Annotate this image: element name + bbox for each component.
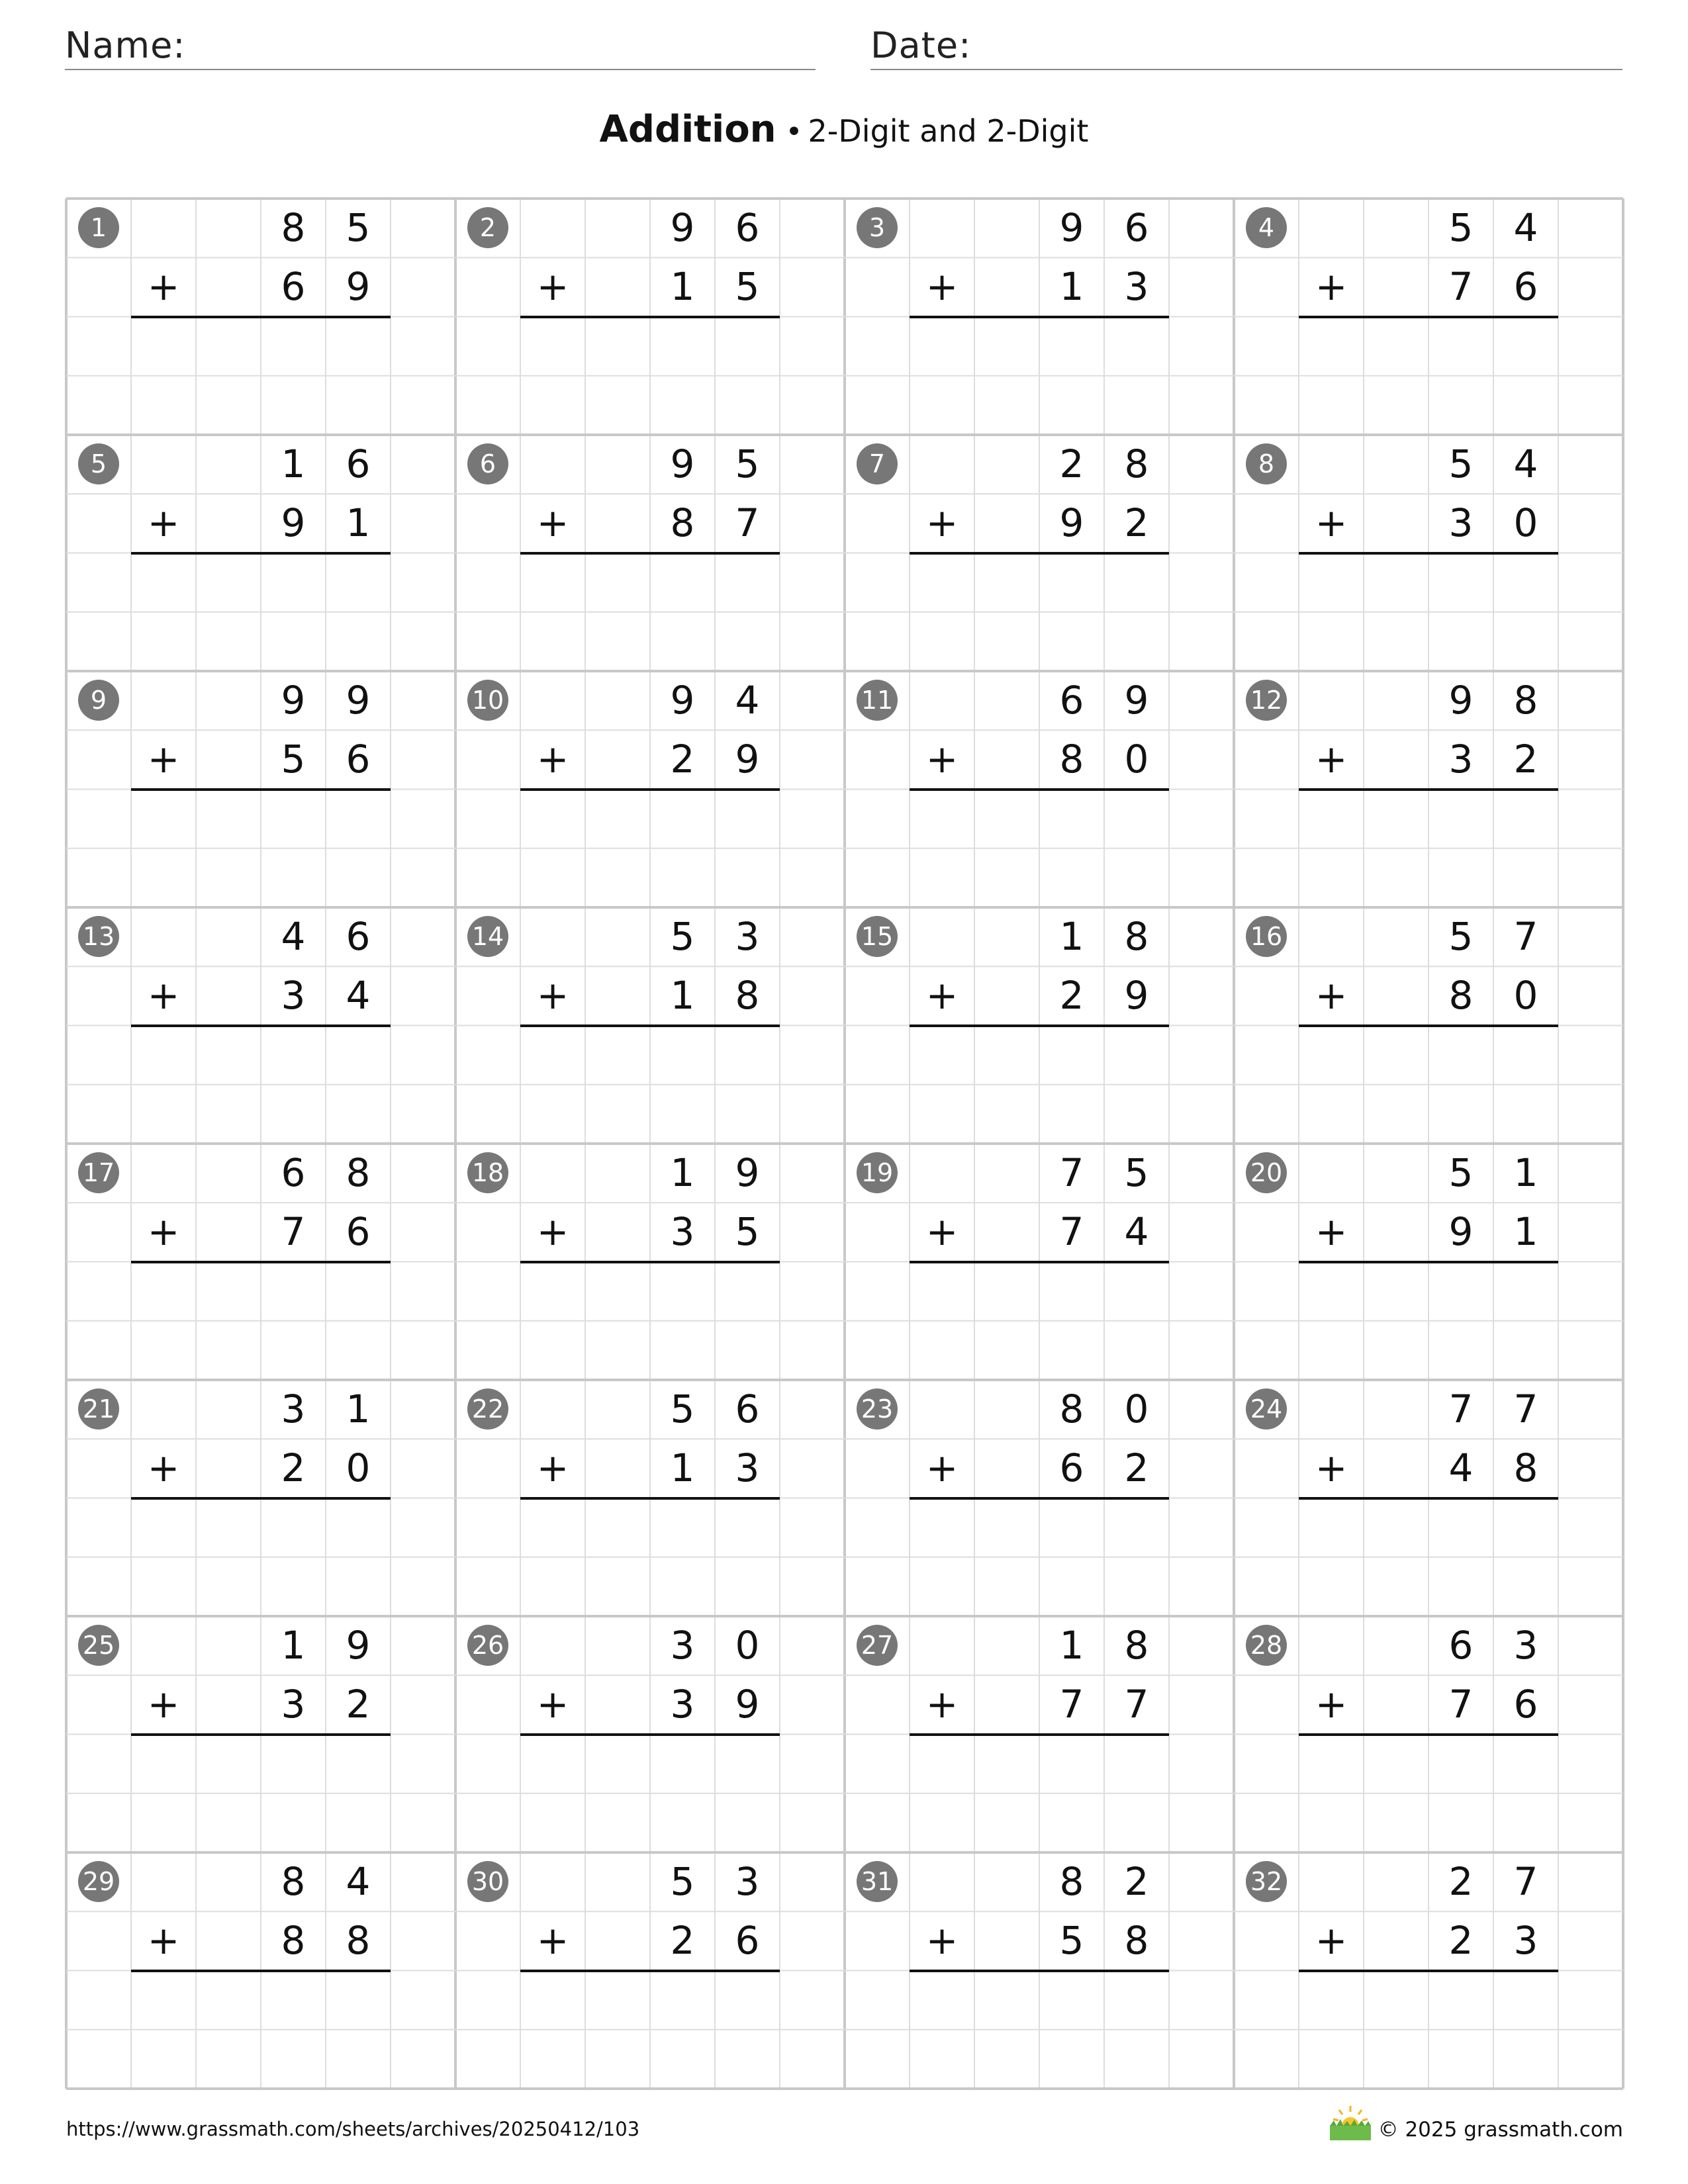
problem-number-badge: 26 — [467, 1625, 508, 1666]
bottom-tens-digit: 8 — [1448, 973, 1474, 1019]
answer-line — [131, 1024, 391, 1027]
top-tens-digit: 6 — [281, 1150, 306, 1195]
plus-sign: + — [536, 1209, 569, 1255]
top-ones-digit: 8 — [1124, 1623, 1149, 1668]
plus-sign: + — [925, 973, 959, 1019]
plus-sign: + — [536, 1918, 569, 1964]
bottom-tens-digit: 3 — [281, 973, 306, 1019]
answer-line — [910, 1261, 1169, 1263]
answer-line — [1299, 1024, 1558, 1027]
problem-number-badge: 23 — [857, 1388, 898, 1430]
top-ones-digit: 3 — [735, 1859, 760, 1904]
top-tens-digit: 8 — [281, 1859, 306, 1904]
top-tens-digit: 9 — [281, 678, 306, 723]
top-ones-digit: 0 — [735, 1623, 760, 1668]
top-ones-digit: 8 — [1124, 914, 1149, 959]
top-tens-digit: 9 — [1059, 205, 1084, 250]
plus-sign: + — [147, 973, 180, 1019]
problem-number-badge: 1 — [78, 207, 119, 248]
title-separator: • — [785, 115, 803, 149]
top-tens-digit: 2 — [1059, 441, 1084, 486]
answer-line — [1299, 1497, 1558, 1500]
problem-number-badge: 8 — [1246, 443, 1287, 484]
problem-number-badge: 12 — [1246, 680, 1287, 721]
answer-line — [1299, 552, 1558, 555]
problem-number-badge: 4 — [1246, 207, 1287, 248]
answer-line — [910, 1733, 1169, 1736]
top-tens-digit: 1 — [281, 1623, 306, 1668]
top-ones-digit: 0 — [1124, 1387, 1149, 1432]
bottom-ones-digit: 8 — [1513, 1445, 1538, 1491]
problem-number-badge: 31 — [857, 1861, 898, 1902]
title-subtitle: 2-Digit and 2-Digit — [808, 113, 1089, 149]
footer-copyright: © 2025 grassmath.com — [1378, 2118, 1623, 2142]
problem-number-badge: 9 — [78, 680, 119, 721]
top-ones-digit: 5 — [346, 205, 371, 250]
top-tens-digit: 9 — [670, 205, 695, 250]
bottom-tens-digit: 5 — [281, 737, 306, 782]
top-ones-digit: 8 — [346, 1150, 371, 1195]
bottom-ones-digit: 3 — [735, 1445, 760, 1491]
plus-sign: + — [1315, 500, 1348, 546]
bottom-tens-digit: 4 — [1448, 1445, 1474, 1491]
top-ones-digit: 1 — [346, 1387, 371, 1432]
problem-number-badge: 30 — [467, 1861, 508, 1902]
bottom-ones-digit: 8 — [1124, 1918, 1149, 1964]
plus-sign: + — [1315, 1918, 1348, 1964]
bottom-tens-digit: 7 — [1448, 264, 1474, 310]
plus-sign: + — [536, 1445, 569, 1491]
bottom-tens-digit: 5 — [1059, 1918, 1084, 1964]
plus-sign: + — [925, 1209, 959, 1255]
plus-sign: + — [925, 737, 959, 782]
name-label: Name: — [65, 24, 186, 66]
plus-sign: + — [925, 1682, 959, 1727]
top-ones-digit: 2 — [1124, 1859, 1149, 1904]
plus-sign: + — [536, 737, 569, 782]
bottom-ones-digit: 1 — [346, 500, 371, 546]
problem-number-badge: 29 — [78, 1861, 119, 1902]
bottom-ones-digit: 5 — [735, 1209, 760, 1255]
answer-line — [131, 1733, 391, 1736]
bottom-tens-digit: 7 — [281, 1209, 306, 1255]
top-tens-digit: 6 — [1448, 1623, 1474, 1668]
answer-line — [131, 552, 391, 555]
bottom-tens-digit: 1 — [670, 1445, 695, 1491]
top-tens-digit: 5 — [1448, 1150, 1474, 1195]
top-tens-digit: 7 — [1448, 1387, 1474, 1432]
top-ones-digit: 9 — [1124, 678, 1149, 723]
problem-number-badge: 6 — [467, 443, 508, 484]
answer-line — [520, 1024, 780, 1027]
title-main: Addition — [599, 108, 776, 151]
top-tens-digit: 5 — [670, 1387, 695, 1432]
bottom-ones-digit: 9 — [735, 1682, 760, 1727]
bottom-tens-digit: 8 — [1059, 737, 1084, 782]
plus-sign: + — [147, 1918, 180, 1964]
top-tens-digit: 5 — [1448, 205, 1474, 250]
bottom-ones-digit: 8 — [735, 973, 760, 1019]
answer-line — [131, 1970, 391, 1972]
top-ones-digit: 5 — [735, 441, 760, 486]
bottom-ones-digit: 6 — [1513, 1682, 1538, 1727]
problem-number-badge: 16 — [1246, 916, 1287, 957]
top-tens-digit: 1 — [670, 1150, 695, 1195]
bottom-ones-digit: 8 — [346, 1918, 371, 1964]
bottom-tens-digit: 2 — [1448, 1918, 1474, 1964]
bottom-tens-digit: 9 — [281, 500, 306, 546]
problem-number-badge: 24 — [1246, 1388, 1287, 1430]
top-tens-digit: 2 — [1448, 1859, 1474, 1904]
answer-line — [131, 316, 391, 318]
problem-number-badge: 18 — [467, 1152, 508, 1193]
problem-number-badge: 5 — [78, 443, 119, 484]
problem-number-badge: 28 — [1246, 1625, 1287, 1666]
top-ones-digit: 6 — [735, 1387, 760, 1432]
top-ones-digit: 3 — [735, 914, 760, 959]
bottom-ones-digit: 9 — [735, 737, 760, 782]
bottom-tens-digit: 6 — [1059, 1445, 1084, 1491]
top-ones-digit: 6 — [735, 205, 760, 250]
plus-sign: + — [1315, 1445, 1348, 1491]
top-tens-digit: 8 — [1059, 1387, 1084, 1432]
bottom-tens-digit: 8 — [281, 1918, 306, 1964]
top-ones-digit: 9 — [735, 1150, 760, 1195]
bottom-ones-digit: 7 — [1124, 1682, 1149, 1727]
top-tens-digit: 5 — [670, 1859, 695, 1904]
answer-line — [520, 1497, 780, 1500]
answer-line — [1299, 788, 1558, 791]
plus-sign: + — [925, 264, 959, 310]
top-tens-digit: 1 — [1059, 1623, 1084, 1668]
problem-number-badge: 32 — [1246, 1861, 1287, 1902]
bottom-tens-digit: 3 — [281, 1682, 306, 1727]
bottom-ones-digit: 1 — [1513, 1209, 1538, 1255]
top-tens-digit: 3 — [670, 1623, 695, 1668]
top-tens-digit: 1 — [281, 441, 306, 486]
bottom-ones-digit: 6 — [735, 1918, 760, 1964]
plus-sign: + — [536, 500, 569, 546]
top-tens-digit: 8 — [1059, 1859, 1084, 1904]
answer-line — [910, 316, 1169, 318]
plus-sign: + — [925, 500, 959, 546]
bottom-tens-digit: 9 — [1448, 1209, 1474, 1255]
footer-url: https://www.grassmath.com/sheets/archives/20250412/103 — [66, 2118, 640, 2140]
problem-number-badge: 27 — [857, 1625, 898, 1666]
top-ones-digit: 6 — [346, 914, 371, 959]
plus-sign: + — [925, 1918, 959, 1964]
bottom-tens-digit: 3 — [1448, 500, 1474, 546]
bottom-tens-digit: 7 — [1059, 1682, 1084, 1727]
bottom-ones-digit: 0 — [1124, 737, 1149, 782]
top-ones-digit: 4 — [1513, 205, 1538, 250]
bottom-tens-digit: 2 — [1059, 973, 1084, 1019]
top-tens-digit: 8 — [281, 205, 306, 250]
problem-number-badge: 10 — [467, 680, 508, 721]
plus-sign: + — [147, 1682, 180, 1727]
answer-line — [520, 552, 780, 555]
answer-line — [520, 316, 780, 318]
bottom-ones-digit: 0 — [1513, 973, 1538, 1019]
answer-line — [910, 1497, 1169, 1500]
top-tens-digit: 9 — [1448, 678, 1474, 723]
answer-line — [1299, 1261, 1558, 1263]
answer-line — [520, 1970, 780, 1972]
answer-line — [1299, 1733, 1558, 1736]
plus-sign: + — [147, 1209, 180, 1255]
answer-line — [1299, 316, 1558, 318]
problem-number-badge: 22 — [467, 1388, 508, 1430]
plus-sign: + — [147, 500, 180, 546]
top-ones-digit: 4 — [735, 678, 760, 723]
bottom-tens-digit: 1 — [670, 973, 695, 1019]
problem-number-badge: 14 — [467, 916, 508, 957]
bottom-ones-digit: 6 — [346, 737, 371, 782]
answer-line — [520, 1733, 780, 1736]
plus-sign: + — [147, 264, 180, 310]
top-ones-digit: 8 — [1513, 678, 1538, 723]
bottom-tens-digit: 8 — [670, 500, 695, 546]
bottom-tens-digit: 3 — [670, 1209, 695, 1255]
bottom-ones-digit: 7 — [735, 500, 760, 546]
bottom-tens-digit: 9 — [1059, 500, 1084, 546]
plus-sign: + — [925, 1445, 959, 1491]
bottom-ones-digit: 9 — [1124, 973, 1149, 1019]
top-tens-digit: 1 — [1059, 914, 1084, 959]
bottom-ones-digit: 5 — [735, 264, 760, 310]
bottom-ones-digit: 6 — [346, 1209, 371, 1255]
bottom-ones-digit: 2 — [1124, 500, 1149, 546]
top-tens-digit: 5 — [670, 914, 695, 959]
plus-sign: + — [1315, 264, 1348, 310]
bottom-tens-digit: 2 — [281, 1445, 306, 1491]
problem-number-badge: 20 — [1246, 1152, 1287, 1193]
top-ones-digit: 1 — [1513, 1150, 1538, 1195]
bottom-tens-digit: 2 — [670, 737, 695, 782]
bottom-ones-digit: 3 — [1513, 1918, 1538, 1964]
problem-number-badge: 19 — [857, 1152, 898, 1193]
answer-line — [910, 1970, 1169, 1972]
plus-sign: + — [536, 1682, 569, 1727]
answer-line — [910, 552, 1169, 555]
answer-line — [910, 788, 1169, 791]
top-tens-digit: 6 — [1059, 678, 1084, 723]
plus-sign: + — [147, 1445, 180, 1491]
top-ones-digit: 3 — [1513, 1623, 1538, 1668]
problem-number-badge: 3 — [857, 207, 898, 248]
top-ones-digit: 7 — [1513, 1859, 1538, 1904]
bottom-tens-digit: 7 — [1059, 1209, 1084, 1255]
plus-sign: + — [1315, 1682, 1348, 1727]
plus-sign: + — [147, 737, 180, 782]
top-ones-digit: 6 — [346, 441, 371, 486]
bottom-tens-digit: 2 — [670, 1918, 695, 1964]
top-tens-digit: 9 — [670, 441, 695, 486]
answer-line — [520, 1261, 780, 1263]
problem-number-badge: 2 — [467, 207, 508, 248]
top-ones-digit: 4 — [346, 1859, 371, 1904]
top-ones-digit: 5 — [1124, 1150, 1149, 1195]
answer-line — [520, 788, 780, 791]
problem-number-badge: 21 — [78, 1388, 119, 1430]
top-ones-digit: 7 — [1513, 914, 1538, 959]
bottom-tens-digit: 7 — [1448, 1682, 1474, 1727]
problem-number-badge: 17 — [78, 1152, 119, 1193]
top-ones-digit: 7 — [1513, 1387, 1538, 1432]
sun-over-grass-icon — [1327, 2105, 1374, 2142]
plus-sign: + — [536, 264, 569, 310]
plus-sign: + — [1315, 973, 1348, 1019]
top-tens-digit: 7 — [1059, 1150, 1084, 1195]
problem-number-badge: 7 — [857, 443, 898, 484]
answer-line — [1299, 1970, 1558, 1972]
bottom-ones-digit: 0 — [1513, 500, 1538, 546]
top-ones-digit: 9 — [346, 1623, 371, 1668]
bottom-tens-digit: 3 — [670, 1682, 695, 1727]
plus-sign: + — [1315, 1209, 1348, 1255]
bottom-ones-digit: 4 — [1124, 1209, 1149, 1255]
top-ones-digit: 4 — [1513, 441, 1538, 486]
bottom-ones-digit: 6 — [1513, 264, 1538, 310]
answer-line — [131, 1261, 391, 1263]
bottom-ones-digit: 9 — [346, 264, 371, 310]
top-tens-digit: 4 — [281, 914, 306, 959]
plus-sign: + — [536, 973, 569, 1019]
top-ones-digit: 8 — [1124, 441, 1149, 486]
date-label: Date: — [870, 24, 972, 66]
problem-number-badge: 11 — [857, 680, 898, 721]
bottom-ones-digit: 4 — [346, 973, 371, 1019]
problem-number-badge: 15 — [857, 916, 898, 957]
bottom-ones-digit: 0 — [346, 1445, 371, 1491]
answer-line — [131, 1497, 391, 1500]
bottom-tens-digit: 3 — [1448, 737, 1474, 782]
problem-number-badge: 13 — [78, 916, 119, 957]
bottom-tens-digit: 6 — [281, 264, 306, 310]
bottom-ones-digit: 2 — [346, 1682, 371, 1727]
top-tens-digit: 3 — [281, 1387, 306, 1432]
problem-number-badge: 25 — [78, 1625, 119, 1666]
plus-sign: + — [1315, 737, 1348, 782]
bottom-ones-digit: 2 — [1513, 737, 1538, 782]
answer-line — [131, 788, 391, 791]
bottom-ones-digit: 2 — [1124, 1445, 1149, 1491]
bottom-tens-digit: 1 — [670, 264, 695, 310]
bottom-tens-digit: 1 — [1059, 264, 1084, 310]
top-tens-digit: 5 — [1448, 441, 1474, 486]
top-tens-digit: 9 — [670, 678, 695, 723]
bottom-ones-digit: 3 — [1124, 264, 1149, 310]
top-tens-digit: 5 — [1448, 914, 1474, 959]
answer-line — [910, 1024, 1169, 1027]
top-ones-digit: 9 — [346, 678, 371, 723]
top-ones-digit: 6 — [1124, 205, 1149, 250]
